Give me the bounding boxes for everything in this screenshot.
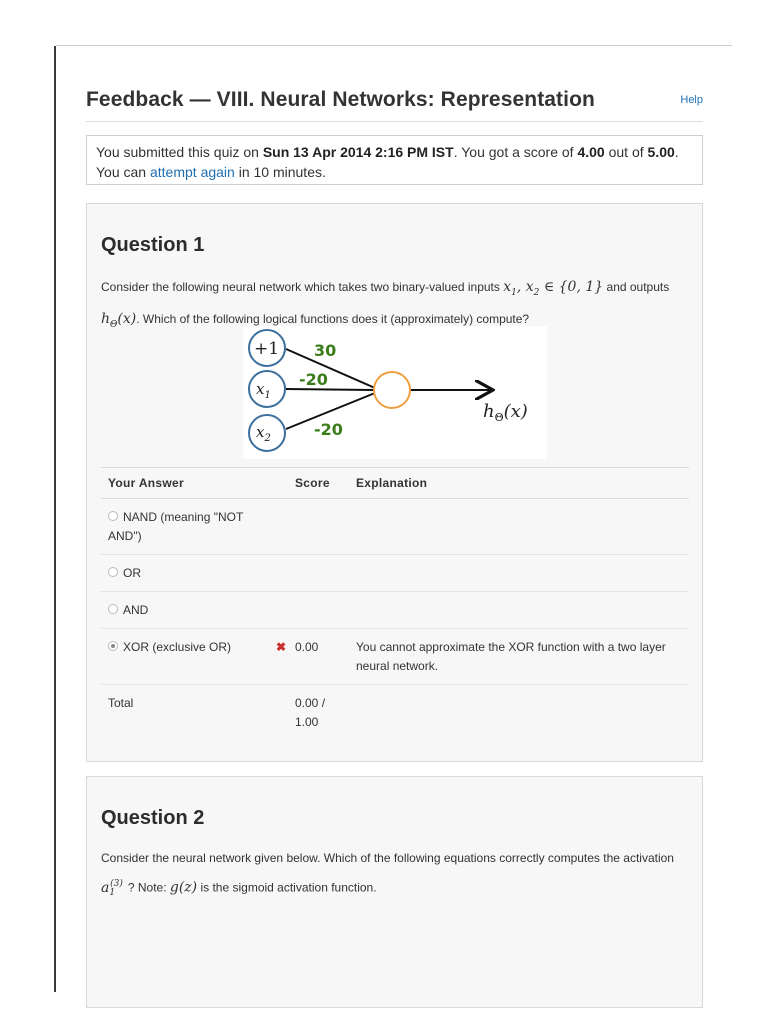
submission-summary: [86, 135, 703, 185]
page-header: [86, 88, 704, 112]
answer-cell: [101, 592, 274, 629]
weight-x1: -20: [299, 370, 328, 389]
table-row: [101, 592, 689, 629]
question-2-text-part: is the sigmoid activation function.: [197, 880, 377, 895]
score-cell: [288, 499, 349, 555]
answer-cell: [101, 629, 274, 685]
network-svg: [243, 326, 547, 459]
explanation-cell: [349, 685, 689, 741]
answer-cell: [101, 555, 274, 592]
radio-icon: [108, 604, 118, 614]
answer-label: AND: [123, 603, 149, 617]
question-1-text-part: Consider the following neural network which takes two binary-valued inputs: [101, 280, 504, 294]
table-header-row: [101, 468, 689, 499]
table-row: [101, 555, 689, 592]
question-2-text: [101, 845, 691, 906]
activation-math: $a_1^{(3)}$: [101, 879, 123, 899]
edge-x1: [286, 389, 373, 390]
col-header-score: Score: [288, 468, 349, 499]
question-2-text-part: Consider the neural network given below. Which of the following equations correctly computes the activation: [101, 851, 674, 865]
x1-node: [249, 371, 285, 407]
submission-date: Sun 13 Apr 2014 2:16 PM IST: [262, 144, 454, 160]
output-label: $h_\Theta(x)$: [483, 401, 528, 424]
wrong-x-icon: ✖: [275, 640, 287, 654]
total-label: Total: [108, 696, 134, 710]
header-divider: [86, 121, 703, 122]
submission-text: You submitted this quiz on: [96, 144, 263, 160]
x2-label: $x_2$: [256, 423, 271, 444]
score-cell: [288, 555, 349, 592]
table-row: [101, 629, 689, 685]
submission-score: 4.00: [577, 144, 605, 160]
help-link[interactable]: Help: [680, 94, 703, 106]
question-2-text-part: ? Note:: [127, 880, 170, 895]
question-2-title: Question 2: [101, 807, 205, 829]
answer-label: OR: [123, 566, 141, 580]
submission-text: out of: [604, 144, 648, 160]
neural-network-diagram: [243, 326, 547, 459]
weight-x2: -20: [314, 420, 343, 439]
score-cell: [288, 592, 349, 629]
score-cell: 0.00: [288, 629, 349, 685]
answer-label: NAND (meaning "NOT AND"): [108, 510, 244, 543]
total-score: 0.00 / 1.00: [295, 696, 326, 729]
left-border: [54, 46, 56, 992]
attempt-again-link[interactable]: attempt again: [149, 164, 235, 180]
output-math: $h_\Theta(x)$: [101, 310, 137, 330]
answer-label: XOR (exclusive OR): [123, 640, 232, 654]
question-1-card: [86, 203, 703, 762]
submission-text: . You got a score of: [453, 144, 578, 160]
answer-table: [101, 467, 689, 740]
inputs-math: $x_1$, $x_2$ ∈ {0, 1}: [503, 279, 604, 298]
explanation-cell: [349, 555, 689, 592]
submission-max-score: 5.00: [647, 144, 675, 160]
bias-label: +1: [254, 339, 280, 359]
col-header-mark: [274, 468, 288, 499]
explanation-cell: [349, 499, 689, 555]
mark-cell: [274, 592, 288, 629]
question-1-title: Question 1: [101, 234, 205, 256]
mark-cell: [274, 555, 288, 592]
sigmoid-math: g(z): [169, 879, 198, 896]
explanation-cell: [349, 592, 689, 629]
question-2-card: [86, 776, 703, 1008]
col-header-explanation: Explanation: [349, 468, 689, 499]
mark-cell: [274, 629, 288, 685]
radio-icon: [108, 567, 118, 577]
col-header-answer: Your Answer: [101, 468, 274, 499]
mark-cell: [274, 499, 288, 555]
total-row: [101, 685, 689, 741]
question-1-text-part: and outputs: [603, 280, 670, 294]
radio-icon: [108, 511, 118, 521]
page-title: Feedback — VIII. Neural Networks: Representation: [86, 88, 595, 111]
table-row: [101, 499, 689, 555]
mark-cell: [274, 685, 288, 741]
submission-text: . You can: [96, 144, 679, 180]
answer-cell: [101, 499, 274, 555]
output-node: [374, 372, 410, 408]
x1-label: $x_1$: [256, 380, 271, 401]
question-1-text-part: . Which of the following logical functions does it (approximately) compute?: [136, 311, 530, 326]
radio-selected-icon: [108, 641, 118, 651]
top-divider: [56, 45, 732, 46]
weight-bias: 30: [314, 341, 337, 360]
submission-text: in 10 minutes.: [234, 164, 326, 180]
explanation-cell: You cannot approximate the XOR function with a two layer neural network.: [349, 629, 689, 685]
